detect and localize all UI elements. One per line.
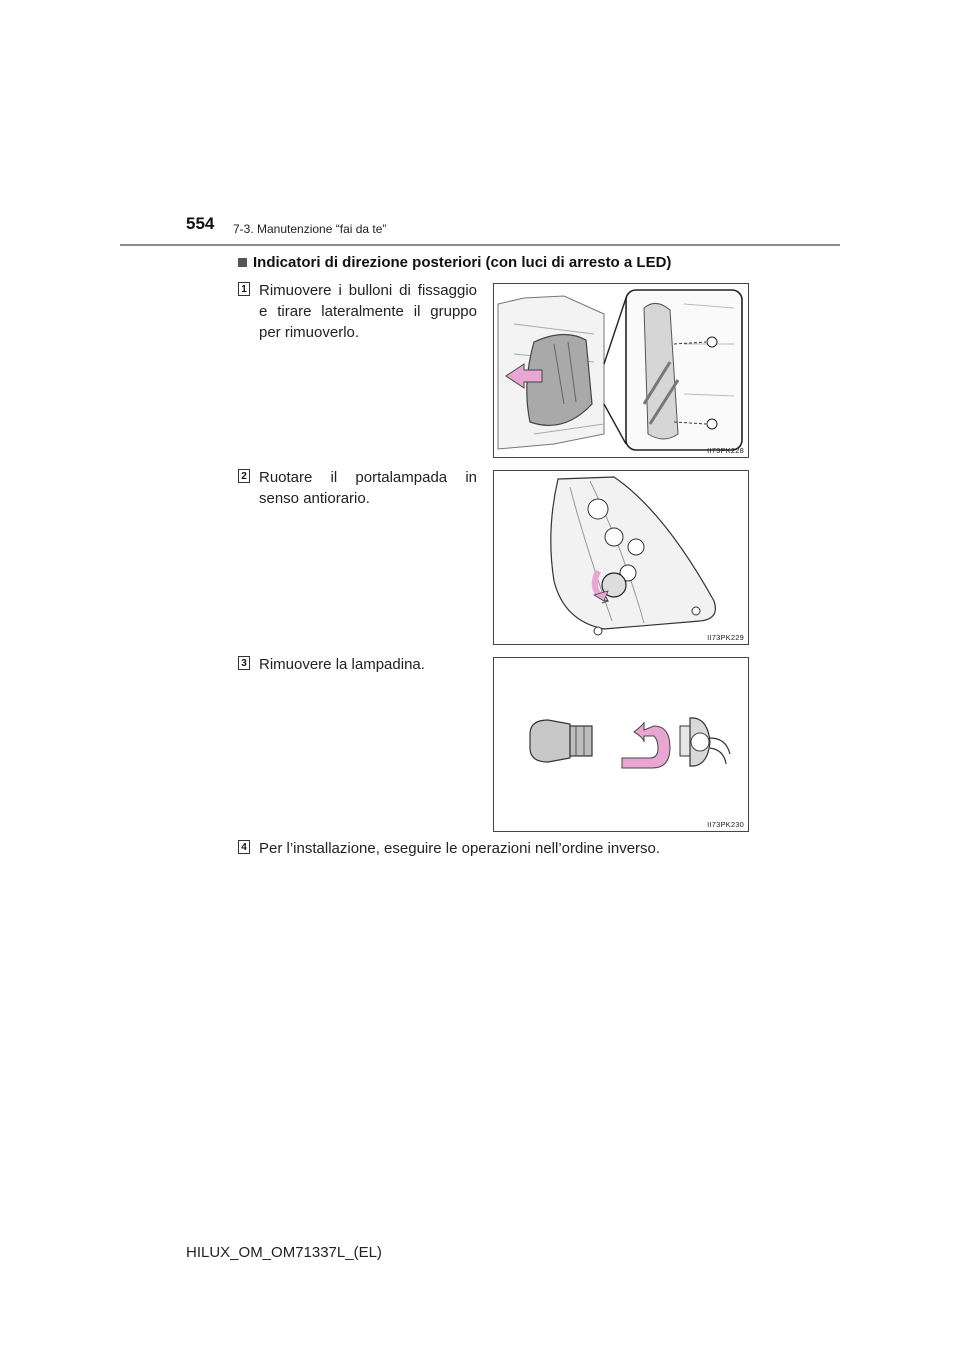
figure-rotate-bulb-holder [493, 470, 749, 645]
step-text-3: Rimuovere la lampadina. [259, 656, 425, 673]
figure-code: II73PK230 [707, 820, 744, 829]
step-number-3: 3 [238, 656, 250, 670]
figure-remove-bulb [493, 657, 749, 832]
bulb-holder-illustration [494, 471, 748, 644]
step-text-2: Ruotare il portalampada in senso antiorario. [259, 469, 477, 507]
header-divider [120, 244, 840, 246]
step-number-4: 4 [238, 840, 250, 854]
procedure-heading-text: Indicatori di direzione posteriori (con luci di arresto a LED) [253, 254, 672, 271]
procedure-heading [238, 254, 671, 271]
page-number: 554 [186, 214, 215, 233]
bulb-removal-illustration [494, 658, 748, 831]
step-number-2: 2 [238, 469, 250, 483]
figure-code: II73PK229 [707, 633, 744, 642]
step-text-4: Per l’installazione, eseguire le operazioni nell’ordine inverso. [259, 840, 661, 857]
step-number-1: 1 [238, 282, 250, 296]
square-bullet-icon [238, 258, 247, 267]
document-code-footer: HILUX_OM_OM71337L_(EL) [186, 1244, 382, 1261]
figure-remove-lamp-assembly [493, 283, 749, 458]
section-title: 7-3. Manutenzione “fai da te” [233, 222, 387, 236]
lamp-assembly-illustration [494, 284, 748, 457]
step-text-1: Rimuovere i bulloni di fissaggio e tirare lateralmente il gruppo per rimuoverlo. [259, 282, 477, 341]
figure-code: II73PK228 [707, 446, 744, 455]
